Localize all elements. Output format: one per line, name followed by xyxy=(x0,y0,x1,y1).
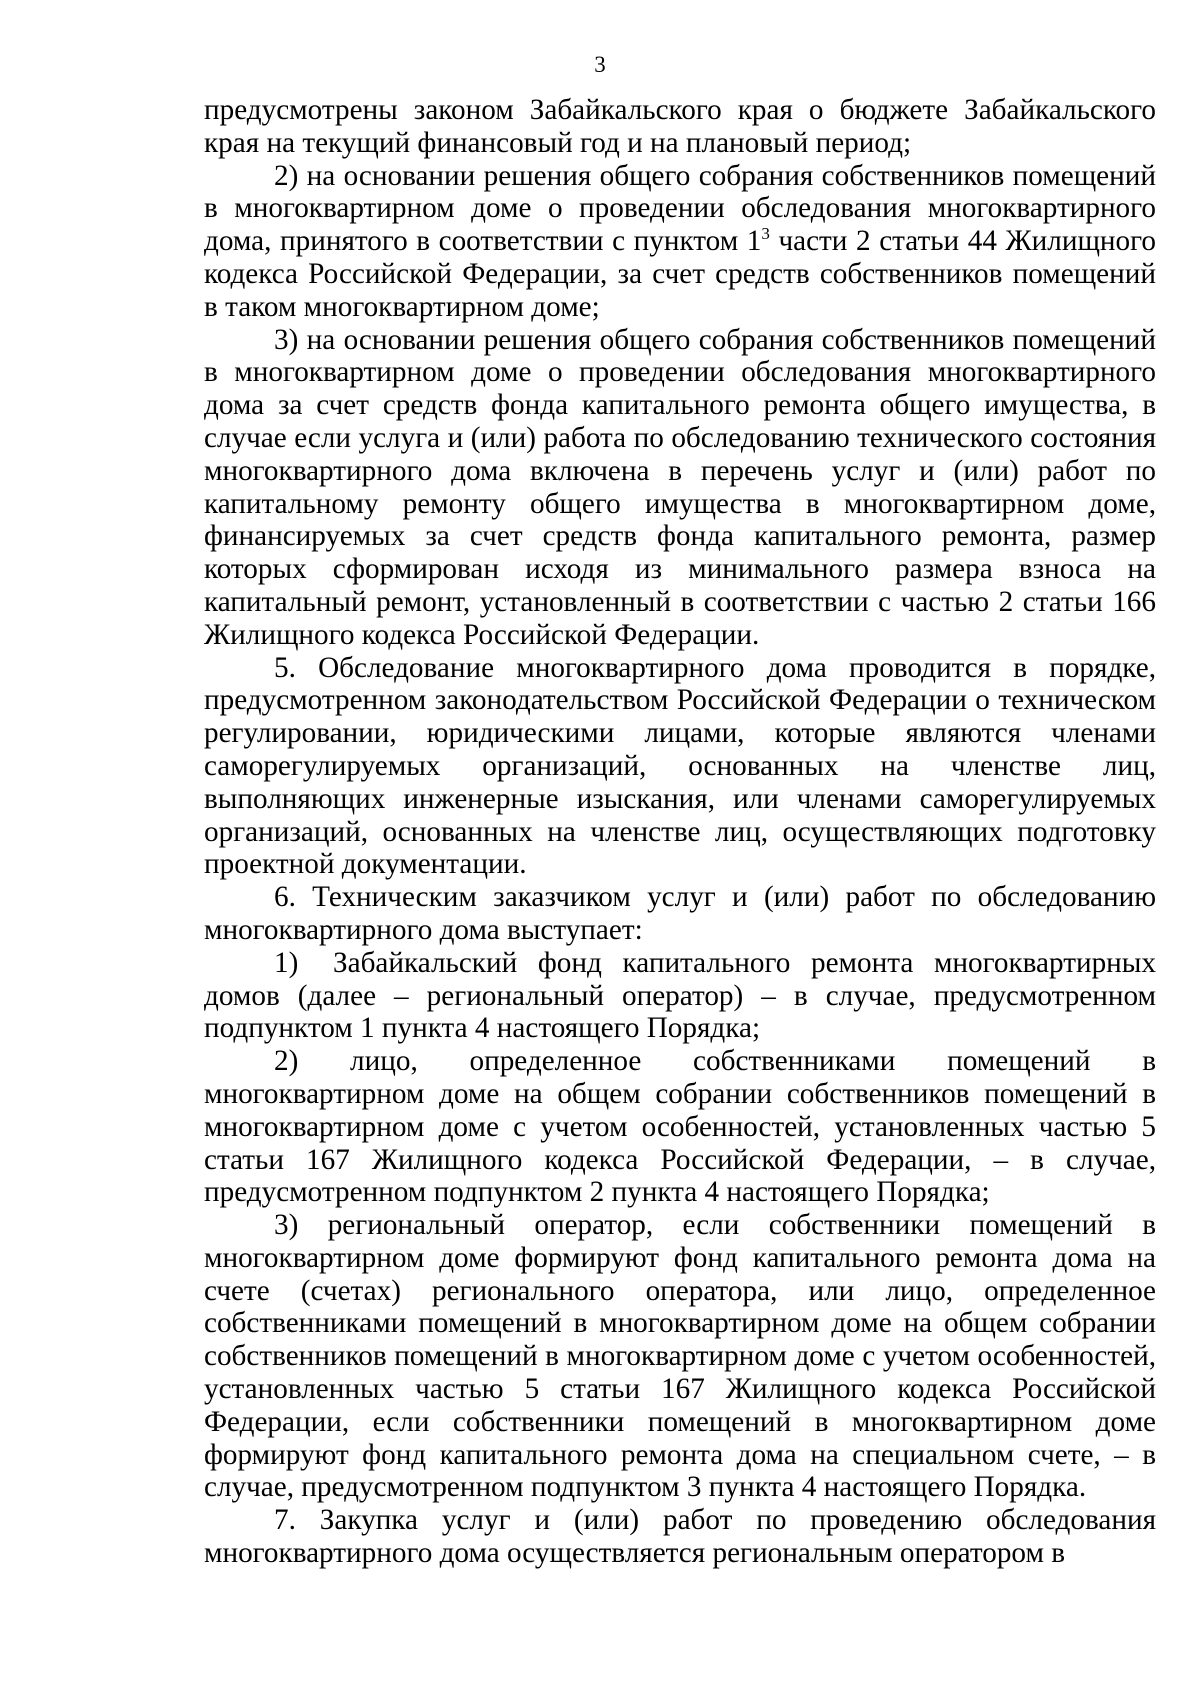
paragraph-6-technical-customer: 6. Техническим заказчиком услуг и (или) работ по обследованию многоквартирного дома выступает: xyxy=(204,881,1156,946)
paragraph-5-inspection-procedure: 5. Обследование многоквартирного дома проводится в порядке, предусмотренном законодательством Российской Федерации о техническом регулировании, юридическими лицами, которые являются членами саморегулируемых организаций, основанных на членстве лиц, выполняющих инженерные изыскания, или членами саморегулируемых организаций, основанных на членстве лиц, осуществляющих подготовку проектной документации. xyxy=(204,651,1156,881)
paragraph-text: 2) на основании решения общего собрания собственников помещений в многоквартирном доме о проведении обследования многоквартирного дома, принятого в соответствии с пунктом 1 xyxy=(204,159,1156,258)
document-body xyxy=(204,94,1156,1570)
page-number: 3 xyxy=(594,52,606,77)
paragraph-7-procurement: 7. Закупка услуг и (или) работ по проведению обследования многоквартирного дома осуществляется региональным оператором в xyxy=(204,1504,1156,1570)
paragraph-6-subitem-1 xyxy=(204,947,1156,1045)
paragraph-continuation: предусмотрены законом Забайкальского края о бюджете Забайкальского края на текущий финансовый год и на плановый период; xyxy=(204,94,1156,159)
paragraph-text: Забайкальский фонд капитального ремонта многоквартирных домов (далее – региональный оператор) – в случае, предусмотренном подпунктом 1 пункта 4 настоящего Порядка; xyxy=(204,946,1156,1045)
superscript: 3 xyxy=(761,224,770,244)
paragraph-6-subitem-2: 2) лицо, определенное собственниками помещений в многоквартирном доме на общем собрании собственников помещений в многоквартирном доме с учетом особенностей, установленных частью 5 статьи 167 Жилищного кодекса Российской Федерации, – в случае, предусмотренном подпунктом 2 пункта 4 настоящего Порядка; xyxy=(204,1045,1156,1209)
paragraph-subitem-3-capital-repair-fund: 3) на основании решения общего собрания собственников помещений в многоквартирном доме о проведении обследования многоквартирного дома за счет средств фонда капитального ремонта общего имущества, в случае если услуга и (или) работа по обследованию технического состояния многоквартирного дома включена в перечень услуг и (или) работ по капитальному ремонту общего имущества в многоквартирном доме, финансируемых за счет средств фонда капитального ремонта, размер которых сформирован исходя из минимального размера взноса на капитальный ремонт, установленный в соответствии с частью 2 статьи 166 Жилищного кодекса Российской Федерации. xyxy=(204,323,1156,651)
list-number: 1) xyxy=(274,946,299,979)
paragraph-text: части 2 статьи 44 Жилищного кодекса Российской Федерации, за счет средств собственников помещений в таком многоквартирном доме; xyxy=(204,225,1156,323)
paragraph-6-subitem-3: 3) региональный оператор, если собственники помещений в многоквартирном доме формируют фонд капитального ремонта дома на счете (счетах) регионального оператора, или лицо, определенное собственниками помещений в многоквартирном доме на общем собрании собственников помещений в многоквартирном доме с учетом особенностей, установленных частью 5 статьи 167 Жилищного кодекса Российской Федерации, если собственники помещений в многоквартирном доме формируют фонд капитального ремонта дома на специальном счете, – в случае, предусмотренном подпунктом 3 пункта 4 настоящего Порядка. xyxy=(204,1209,1156,1504)
paragraph-subitem-2-general-meeting xyxy=(204,160,1156,324)
